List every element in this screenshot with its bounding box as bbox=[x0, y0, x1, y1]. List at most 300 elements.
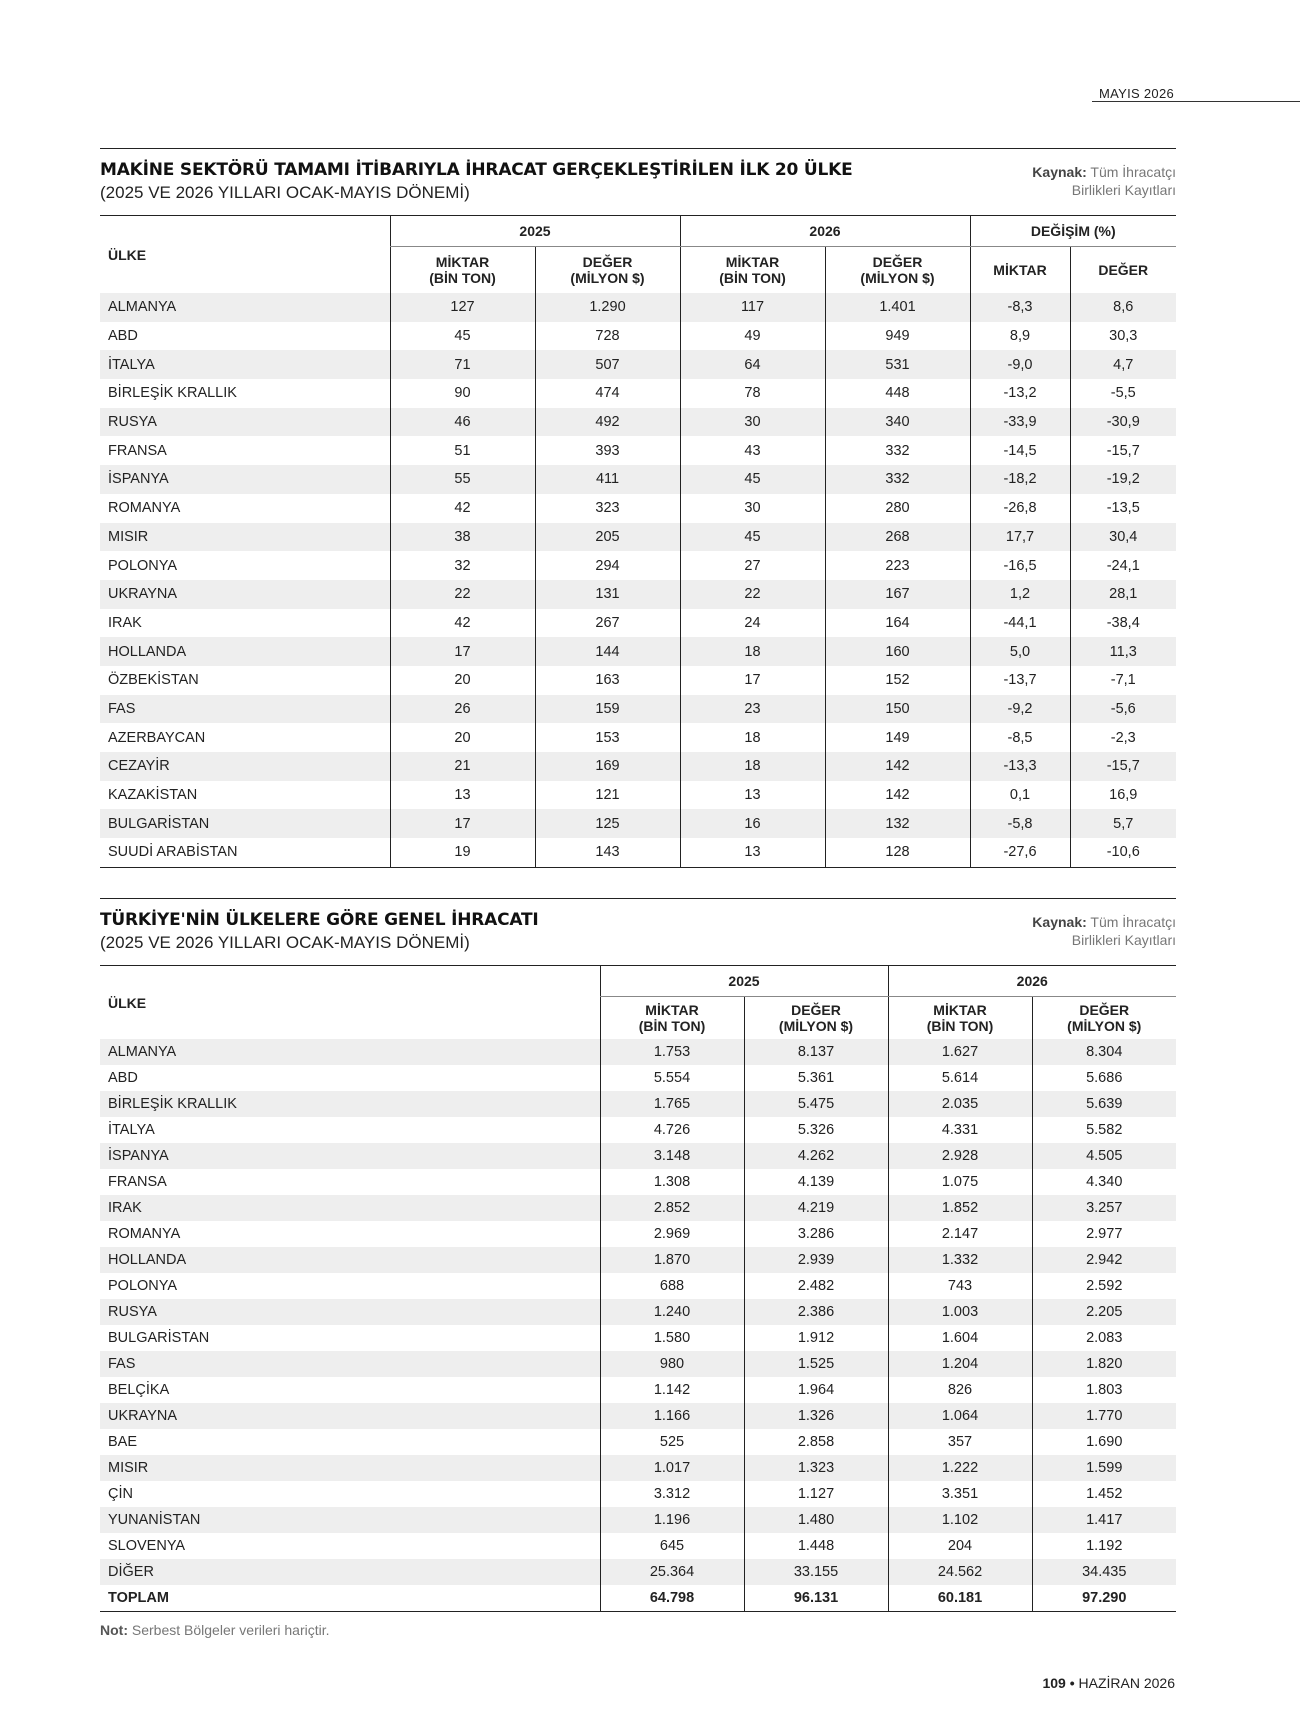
value-cell: 1.003 bbox=[888, 1299, 1032, 1325]
value-cell: -13,3 bbox=[970, 752, 1070, 781]
value-cell: -26,8 bbox=[970, 494, 1070, 523]
table-row bbox=[100, 1429, 1176, 1455]
value-cell: 142 bbox=[825, 752, 970, 781]
value-cell: 826 bbox=[888, 1377, 1032, 1403]
value-cell: 1.448 bbox=[744, 1533, 888, 1559]
value-cell: 728 bbox=[535, 322, 680, 351]
value-cell: -7,1 bbox=[1070, 666, 1176, 695]
table-row bbox=[100, 551, 1176, 580]
col-deger-2025: DEĞER (MİLYON $) bbox=[535, 247, 680, 294]
table-row bbox=[100, 408, 1176, 437]
table-row bbox=[100, 1351, 1176, 1377]
table-row bbox=[100, 1299, 1176, 1325]
value-cell: 1.820 bbox=[1032, 1351, 1176, 1377]
value-cell: 5.614 bbox=[888, 1065, 1032, 1091]
country-cell: İSPANYA bbox=[100, 465, 390, 494]
table-row bbox=[100, 1143, 1176, 1169]
value-cell: 1.627 bbox=[888, 1039, 1032, 1065]
section-header bbox=[100, 149, 1176, 215]
value-cell: 2.386 bbox=[744, 1299, 888, 1325]
value-cell: 5.361 bbox=[744, 1065, 888, 1091]
value-cell: 688 bbox=[600, 1273, 744, 1299]
value-cell: 27 bbox=[680, 551, 825, 580]
country-cell: ALMANYA bbox=[100, 293, 390, 322]
value-cell: 30 bbox=[680, 408, 825, 437]
col-country-header: ÜLKE bbox=[108, 246, 147, 263]
table-row bbox=[100, 1247, 1176, 1273]
country-cell: FRANSA bbox=[108, 1174, 167, 1190]
value-cell: 1.166 bbox=[600, 1403, 744, 1429]
value-cell: 4.340 bbox=[1032, 1169, 1176, 1195]
value-cell: 45 bbox=[680, 465, 825, 494]
value-cell: 0,1 bbox=[970, 781, 1070, 810]
table-row bbox=[100, 838, 1176, 867]
value-cell: -13,2 bbox=[970, 379, 1070, 408]
value-cell: 18 bbox=[680, 637, 825, 666]
value-cell: 1.599 bbox=[1032, 1455, 1176, 1481]
country-cell: RUSYA bbox=[100, 1299, 600, 1325]
table-row bbox=[100, 695, 1176, 724]
country-cell: KAZAKİSTAN bbox=[108, 787, 198, 804]
value-cell: 8,9 bbox=[970, 322, 1070, 351]
value-cell: -8,5 bbox=[970, 723, 1070, 752]
value-cell: 132 bbox=[825, 809, 970, 838]
value-cell: 45 bbox=[680, 523, 825, 552]
footnote bbox=[100, 1622, 330, 1638]
footer-bullet: • bbox=[1069, 1675, 1075, 1691]
machinery-export-table bbox=[100, 215, 1176, 868]
value-cell: -19,2 bbox=[1070, 465, 1176, 494]
country-cell: MISIR bbox=[100, 1455, 600, 1481]
value-cell: 20 bbox=[390, 723, 535, 752]
value-cell: 5.686 bbox=[1032, 1065, 1176, 1091]
value-cell: 142 bbox=[825, 781, 970, 810]
table-row bbox=[100, 1117, 1176, 1143]
table2-title: TÜRKİYE'NİN ÜLKELERE GÖRE GENEL İHRACATI bbox=[100, 910, 539, 930]
table-row bbox=[100, 293, 1176, 322]
value-cell: 949 bbox=[825, 322, 970, 351]
value-cell: -13,7 bbox=[970, 666, 1070, 695]
value-cell: 2.942 bbox=[1032, 1247, 1176, 1273]
country-cell: DİĞER bbox=[100, 1559, 600, 1585]
value-cell: 2.205 bbox=[1032, 1299, 1176, 1325]
table-row bbox=[100, 1091, 1176, 1117]
source-line1: Tüm İhracatçı bbox=[1090, 914, 1176, 930]
value-cell: 34.435 bbox=[1032, 1559, 1176, 1585]
value-cell: -5,5 bbox=[1070, 379, 1176, 408]
source-line2: Birlikleri Kayıtları bbox=[1071, 182, 1176, 198]
page-number: 109 bbox=[1042, 1675, 1066, 1691]
country-cell: TOPLAM bbox=[100, 1585, 600, 1612]
value-cell: 38 bbox=[390, 523, 535, 552]
country-cell: ALMANYA bbox=[100, 1039, 600, 1065]
country-cell: FAS bbox=[100, 1351, 600, 1377]
value-cell: 323 bbox=[535, 494, 680, 523]
value-cell: 340 bbox=[825, 408, 970, 437]
table1-body bbox=[100, 293, 1176, 867]
value-cell: 2.147 bbox=[888, 1221, 1032, 1247]
country-cell: BELÇİKA bbox=[108, 1382, 170, 1398]
value-cell: 1.480 bbox=[744, 1507, 888, 1533]
country-cell: BİRLEŞİK KRALLIK bbox=[108, 385, 237, 402]
value-cell: 17,7 bbox=[970, 523, 1070, 552]
value-cell: -5,8 bbox=[970, 809, 1070, 838]
country-cell: ÖZBEKİSTAN bbox=[108, 672, 199, 689]
value-cell: 11,3 bbox=[1070, 637, 1176, 666]
value-cell: 164 bbox=[825, 609, 970, 638]
table-row bbox=[100, 1039, 1176, 1065]
col-miktar-2026: MİKTAR (BİN TON) bbox=[888, 997, 1032, 1040]
general-export-section bbox=[100, 898, 1176, 1612]
value-cell: 149 bbox=[825, 723, 970, 752]
country-cell: UKRAYNA bbox=[100, 580, 390, 609]
col-deger-2026: DEĞER (MİLYON $) bbox=[1032, 997, 1176, 1040]
value-cell: 25.364 bbox=[600, 1559, 744, 1585]
value-cell: 46 bbox=[390, 408, 535, 437]
country-cell: MISIR bbox=[100, 523, 390, 552]
value-cell: 531 bbox=[825, 350, 970, 379]
country-cell: BULGARİSTAN bbox=[100, 809, 390, 838]
value-cell: -18,2 bbox=[970, 465, 1070, 494]
table2-body bbox=[100, 1039, 1176, 1612]
value-cell: 525 bbox=[600, 1429, 744, 1455]
value-cell: 5.326 bbox=[744, 1117, 888, 1143]
table-row bbox=[100, 322, 1176, 351]
value-cell: 1.290 bbox=[535, 293, 680, 322]
table-row bbox=[100, 1507, 1176, 1533]
value-cell: 127 bbox=[390, 293, 535, 322]
note-label: Not: bbox=[100, 1622, 128, 1638]
value-cell: 332 bbox=[825, 465, 970, 494]
value-cell: 97.290 bbox=[1032, 1585, 1176, 1612]
general-export-table bbox=[100, 965, 1176, 1612]
value-cell: 17 bbox=[390, 637, 535, 666]
table-row bbox=[100, 1455, 1176, 1481]
value-cell: 49 bbox=[680, 322, 825, 351]
source-line1: Tüm İhracatçı bbox=[1090, 164, 1176, 180]
value-cell: 5.639 bbox=[1032, 1091, 1176, 1117]
value-cell: 743 bbox=[888, 1273, 1032, 1299]
value-cell: 17 bbox=[390, 809, 535, 838]
value-cell: -9,2 bbox=[970, 695, 1070, 724]
table-row bbox=[100, 350, 1176, 379]
value-cell: 13 bbox=[390, 781, 535, 810]
table-row bbox=[100, 781, 1176, 810]
value-cell: 3.286 bbox=[744, 1221, 888, 1247]
value-cell: 125 bbox=[535, 809, 680, 838]
value-cell: 64 bbox=[680, 350, 825, 379]
country-cell: YUNANİSTAN bbox=[100, 1507, 600, 1533]
value-cell: 42 bbox=[390, 609, 535, 638]
value-cell: 411 bbox=[535, 465, 680, 494]
col-miktar-2025: MİKTAR (BİN TON) bbox=[600, 997, 744, 1040]
table-row bbox=[100, 1273, 1176, 1299]
country-cell: AZERBAYCAN bbox=[108, 729, 206, 746]
value-cell: 45 bbox=[390, 322, 535, 351]
value-cell: 131 bbox=[535, 580, 680, 609]
footer-date: HAZİRAN 2026 bbox=[1078, 1675, 1175, 1691]
value-cell: 1.326 bbox=[744, 1403, 888, 1429]
col-country-header: ÜLKE bbox=[108, 994, 147, 1011]
table-row bbox=[100, 1195, 1176, 1221]
country-cell: İTALYA bbox=[100, 350, 390, 379]
table-row bbox=[100, 1221, 1176, 1247]
year-2026-header: 2026 bbox=[888, 966, 1176, 997]
country-cell: POLONYA bbox=[108, 1278, 178, 1294]
table-row bbox=[100, 752, 1176, 781]
country-cell: BULGARİSTAN bbox=[108, 1330, 210, 1346]
value-cell: 32 bbox=[390, 551, 535, 580]
col-miktar-2026: MİKTAR (BİN TON) bbox=[680, 247, 825, 294]
note-text: Serbest Bölgeler verileri hariçtir. bbox=[131, 1622, 330, 1638]
value-cell: 28,1 bbox=[1070, 580, 1176, 609]
country-cell: POLONYA bbox=[108, 557, 178, 574]
value-cell: 3.351 bbox=[888, 1481, 1032, 1507]
value-cell: 1.765 bbox=[600, 1091, 744, 1117]
value-cell: -2,3 bbox=[1070, 723, 1176, 752]
value-cell: 159 bbox=[535, 695, 680, 724]
value-cell: 1.964 bbox=[744, 1377, 888, 1403]
value-cell: 1.912 bbox=[744, 1325, 888, 1351]
value-cell: 267 bbox=[535, 609, 680, 638]
value-cell: 4.262 bbox=[744, 1143, 888, 1169]
value-cell: 18 bbox=[680, 752, 825, 781]
col-deger-2026: DEĞER (MİLYON $) bbox=[825, 247, 970, 294]
table-row bbox=[100, 1533, 1176, 1559]
value-cell: 294 bbox=[535, 551, 680, 580]
value-cell: 3.148 bbox=[600, 1143, 744, 1169]
value-cell: 5,0 bbox=[970, 637, 1070, 666]
value-cell: 51 bbox=[390, 436, 535, 465]
table-row bbox=[100, 1481, 1176, 1507]
table1-source bbox=[1032, 163, 1176, 199]
value-cell: 2.592 bbox=[1032, 1273, 1176, 1299]
value-cell: 4.505 bbox=[1032, 1143, 1176, 1169]
year-2025-header: 2025 bbox=[390, 216, 680, 247]
source-line2: Birlikleri Kayıtları bbox=[1071, 932, 1176, 948]
value-cell: 1,2 bbox=[970, 580, 1070, 609]
table-row bbox=[100, 379, 1176, 408]
value-cell: 4.726 bbox=[600, 1117, 744, 1143]
table2-source bbox=[1032, 913, 1176, 949]
value-cell: 16 bbox=[680, 809, 825, 838]
value-cell: 1.192 bbox=[1032, 1533, 1176, 1559]
year-2025-header: 2025 bbox=[600, 966, 888, 997]
value-cell: 1.401 bbox=[825, 293, 970, 322]
value-cell: 143 bbox=[535, 838, 680, 867]
value-cell: 26 bbox=[390, 695, 535, 724]
value-cell: 33.155 bbox=[744, 1559, 888, 1585]
value-cell: 1.075 bbox=[888, 1169, 1032, 1195]
value-cell: 2.083 bbox=[1032, 1325, 1176, 1351]
value-cell: 1.753 bbox=[600, 1039, 744, 1065]
country-cell: FAS bbox=[100, 695, 390, 724]
value-cell: 2.482 bbox=[744, 1273, 888, 1299]
country-cell: CEZAYİR bbox=[100, 752, 390, 781]
table1-title: MAKİNE SEKTÖRÜ TAMAMI İTİBARIYLA İHRACAT GERÇEKLEŞTİRİLEN İLK 20 ÜLKE bbox=[100, 160, 853, 180]
country-cell: İTALYA bbox=[108, 1122, 155, 1138]
country-cell: ABD bbox=[108, 1070, 138, 1086]
value-cell: 8,6 bbox=[1070, 293, 1176, 322]
table-row bbox=[100, 436, 1176, 465]
value-cell: 17 bbox=[680, 666, 825, 695]
header-rule bbox=[1092, 101, 1300, 102]
value-cell: 1.142 bbox=[600, 1377, 744, 1403]
value-cell: 153 bbox=[535, 723, 680, 752]
value-cell: -24,1 bbox=[1070, 551, 1176, 580]
value-cell: 64.798 bbox=[600, 1585, 744, 1612]
value-cell: 1.452 bbox=[1032, 1481, 1176, 1507]
value-cell: 163 bbox=[535, 666, 680, 695]
value-cell: 5.475 bbox=[744, 1091, 888, 1117]
value-cell: 160 bbox=[825, 637, 970, 666]
col-change-miktar: MİKTAR bbox=[970, 247, 1070, 294]
value-cell: 8.304 bbox=[1032, 1039, 1176, 1065]
value-cell: -15,7 bbox=[1070, 436, 1176, 465]
value-cell: 1.852 bbox=[888, 1195, 1032, 1221]
value-cell: 30,4 bbox=[1070, 523, 1176, 552]
table-row bbox=[100, 1403, 1176, 1429]
value-cell: 1.204 bbox=[888, 1351, 1032, 1377]
value-cell: 30,3 bbox=[1070, 322, 1176, 351]
table-row bbox=[100, 1065, 1176, 1091]
change-header: DEĞİŞİM (%) bbox=[970, 216, 1176, 247]
value-cell: -44,1 bbox=[970, 609, 1070, 638]
country-cell: IRAK bbox=[100, 1195, 600, 1221]
value-cell: 8.137 bbox=[744, 1039, 888, 1065]
value-cell: -9,0 bbox=[970, 350, 1070, 379]
country-cell: İSPANYA bbox=[100, 1143, 600, 1169]
value-cell: 18 bbox=[680, 723, 825, 752]
value-cell: 19 bbox=[390, 838, 535, 867]
value-cell: -33,9 bbox=[970, 408, 1070, 437]
country-cell: ROMANYA bbox=[108, 1226, 181, 1242]
col-miktar-2025: MİKTAR (BİN TON) bbox=[390, 247, 535, 294]
value-cell: 1.770 bbox=[1032, 1403, 1176, 1429]
value-cell: 1.102 bbox=[888, 1507, 1032, 1533]
country-cell: SUUDİ ARABİSTAN bbox=[100, 838, 390, 867]
value-cell: 16,9 bbox=[1070, 781, 1176, 810]
value-cell: -15,7 bbox=[1070, 752, 1176, 781]
value-cell: 42 bbox=[390, 494, 535, 523]
value-cell: 4.219 bbox=[744, 1195, 888, 1221]
value-cell: 23 bbox=[680, 695, 825, 724]
value-cell: 4,7 bbox=[1070, 350, 1176, 379]
value-cell: 24.562 bbox=[888, 1559, 1032, 1585]
table-row bbox=[100, 1325, 1176, 1351]
value-cell: 24 bbox=[680, 609, 825, 638]
value-cell: -5,6 bbox=[1070, 695, 1176, 724]
value-cell: 204 bbox=[888, 1533, 1032, 1559]
table-row bbox=[100, 1559, 1176, 1585]
country-cell: RUSYA bbox=[100, 408, 390, 437]
value-cell: 507 bbox=[535, 350, 680, 379]
country-cell: FRANSA bbox=[108, 442, 167, 459]
value-cell: 1.690 bbox=[1032, 1429, 1176, 1455]
value-cell: 1.222 bbox=[888, 1455, 1032, 1481]
table-row bbox=[100, 494, 1176, 523]
value-cell: 2.852 bbox=[600, 1195, 744, 1221]
source-label: Kaynak: bbox=[1032, 914, 1087, 930]
value-cell: 2.928 bbox=[888, 1143, 1032, 1169]
value-cell: 205 bbox=[535, 523, 680, 552]
table-row bbox=[100, 666, 1176, 695]
value-cell: 2.858 bbox=[744, 1429, 888, 1455]
section-header bbox=[100, 899, 1176, 965]
value-cell: 645 bbox=[600, 1533, 744, 1559]
value-cell: 5,7 bbox=[1070, 809, 1176, 838]
value-cell: 5.582 bbox=[1032, 1117, 1176, 1143]
value-cell: 152 bbox=[825, 666, 970, 695]
value-cell: 71 bbox=[390, 350, 535, 379]
value-cell: -14,5 bbox=[970, 436, 1070, 465]
value-cell: 96.131 bbox=[744, 1585, 888, 1612]
table-row bbox=[100, 1377, 1176, 1403]
value-cell: 4.331 bbox=[888, 1117, 1032, 1143]
value-cell: 474 bbox=[535, 379, 680, 408]
value-cell: 332 bbox=[825, 436, 970, 465]
country-cell: BİRLEŞİK KRALLIK bbox=[100, 1091, 600, 1117]
value-cell: 169 bbox=[535, 752, 680, 781]
value-cell: 1.870 bbox=[600, 1247, 744, 1273]
value-cell: 223 bbox=[825, 551, 970, 580]
table-row bbox=[100, 809, 1176, 838]
value-cell: 90 bbox=[390, 379, 535, 408]
value-cell: 13 bbox=[680, 781, 825, 810]
country-cell: IRAK bbox=[108, 614, 142, 631]
value-cell: 60.181 bbox=[888, 1585, 1032, 1612]
table2-subtitle: (2025 VE 2026 YILLARI OCAK-MAYIS DÖNEMİ) bbox=[100, 933, 470, 952]
value-cell: 5.554 bbox=[600, 1065, 744, 1091]
col-change-deger: DEĞER bbox=[1070, 247, 1176, 294]
value-cell: 2.969 bbox=[600, 1221, 744, 1247]
country-cell: HOLLANDA bbox=[100, 637, 390, 666]
country-cell: HOLLANDA bbox=[100, 1247, 600, 1273]
value-cell: 78 bbox=[680, 379, 825, 408]
country-cell: ABD bbox=[108, 328, 138, 345]
table-row bbox=[100, 523, 1176, 552]
value-cell: 1.064 bbox=[888, 1403, 1032, 1429]
value-cell: 20 bbox=[390, 666, 535, 695]
value-cell: -13,5 bbox=[1070, 494, 1176, 523]
value-cell: 1.417 bbox=[1032, 1507, 1176, 1533]
value-cell: 448 bbox=[825, 379, 970, 408]
value-cell: -30,9 bbox=[1070, 408, 1176, 437]
value-cell: 43 bbox=[680, 436, 825, 465]
source-label: Kaynak: bbox=[1032, 164, 1087, 180]
country-cell: ÇİN bbox=[108, 1486, 133, 1502]
value-cell: 1.323 bbox=[744, 1455, 888, 1481]
country-cell: UKRAYNA bbox=[100, 1403, 600, 1429]
country-cell: SLOVENYA bbox=[108, 1538, 186, 1554]
value-cell: 117 bbox=[680, 293, 825, 322]
country-cell: ROMANYA bbox=[108, 500, 181, 517]
value-cell: -8,3 bbox=[970, 293, 1070, 322]
value-cell: 1.127 bbox=[744, 1481, 888, 1507]
value-cell: 22 bbox=[390, 580, 535, 609]
value-cell: 3.312 bbox=[600, 1481, 744, 1507]
header-date: MAYIS 2026 bbox=[1099, 86, 1175, 101]
value-cell: 1.580 bbox=[600, 1325, 744, 1351]
value-cell: 128 bbox=[825, 838, 970, 867]
table-row bbox=[100, 723, 1176, 752]
table-row bbox=[100, 580, 1176, 609]
value-cell: 2.939 bbox=[744, 1247, 888, 1273]
value-cell: 1.308 bbox=[600, 1169, 744, 1195]
value-cell: 3.257 bbox=[1032, 1195, 1176, 1221]
value-cell: 1.017 bbox=[600, 1455, 744, 1481]
table-row bbox=[100, 1169, 1176, 1195]
